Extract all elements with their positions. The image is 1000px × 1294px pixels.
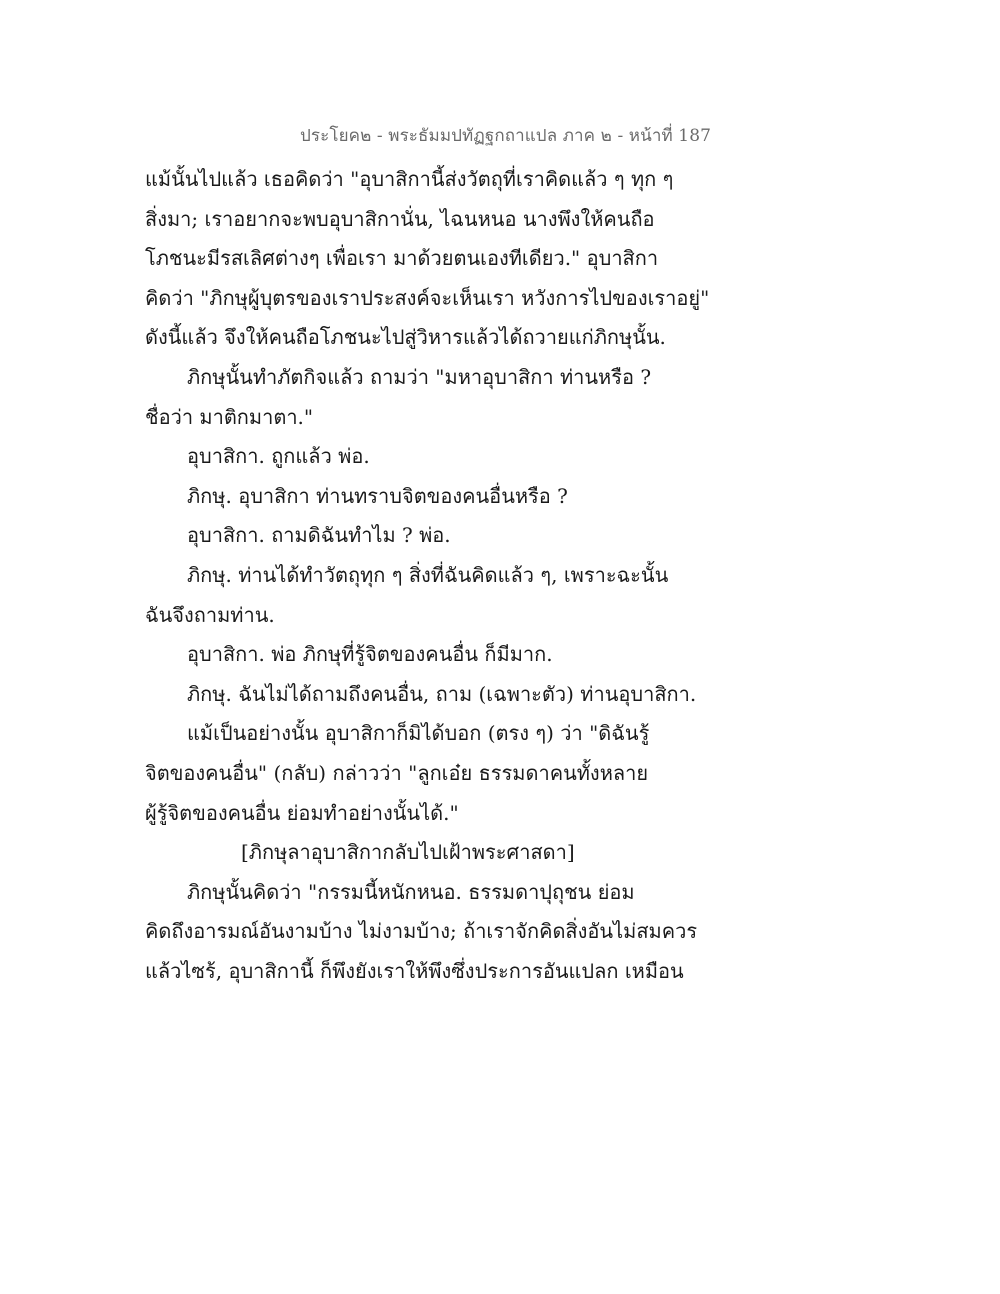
text-line: สิ่งมา; เราอยากจะพบอุบาสิกานั่น, ไฉนหนอ นางพึงให้คนถือ	[145, 206, 655, 231]
text-line: ฉันจึงถามท่าน.	[145, 602, 275, 627]
body-text	[145, 160, 710, 991]
paragraph-start-line: แม้เป็นอย่างนั้น อุบาสิกาก็มิได้บอก (ตรง ๆ) ว่า "ดิฉันรู้	[187, 721, 650, 746]
dialogue-line: อุบาสิกา. ถามดิฉันทำไม ? พ่อ.	[187, 523, 451, 548]
dialogue-line: อุบาสิกา. พ่อ ภิกษุที่รู้จิตของคนอื่น ก็มีมาก.	[187, 642, 553, 667]
text-line: แล้วไซร้, อุบาสิกานี้ ก็พึงยังเราให้พึงซึ่งประการอันแปลก เหมือน	[145, 958, 684, 983]
text-line: ชื่อว่า มาติกมาตา."	[145, 404, 314, 429]
paragraph-start-line: ภิกษุนั้นทำภัตกิจแล้ว ถามว่า "มหาอุบาสิกา ท่านหรือ ?	[187, 364, 652, 389]
text-line: โภชนะมีรสเลิศต่างๆ เพื่อเรา มาด้วยตนเองทีเดียว." อุบาสิกา	[145, 246, 659, 271]
running-header: ประโยค๒ - พระธัมมปทัฏฐกถาแปล ภาค ๒ - หน้าที่ 187	[300, 126, 712, 146]
dialogue-line: ภิกษุ. ท่านได้ทำวัตถุทุก ๆ สิ่งที่ฉันคิดแล้ว ๆ, เพราะฉะนั้น	[187, 562, 669, 587]
dialogue-line: ภิกษุ. ฉันไม่ได้ถามถึงคนอื่น, ถาม (เฉพาะตัว) ท่านอุบาสิกา.	[187, 681, 697, 706]
text-line: แม้นั้นไปแล้ว เธอคิดว่า "อุบาสิกานี้ส่งวัตถุที่เราคิดแล้ว ๆ ทุก ๆ	[145, 167, 674, 191]
text-line: ดังนี้แล้ว จึงให้คนถือโภชนะไปสู่วิหารแล้วได้ถวายแก่ภิกษุนั้น.	[145, 325, 666, 350]
dialogue-line: อุบาสิกา. ถูกแล้ว พ่อ.	[187, 444, 370, 469]
text-line: คิดถึงอารมณ์อันงามบ้าง ไม่งามบ้าง; ถ้าเราจักคิดสิ่งอันไม่สมควร	[145, 919, 698, 944]
text-line: คิดว่า "ภิกษุผู้บุตรของเราประสงค์จะเห็นเรา หวังการไปของเราอยู่"	[145, 285, 710, 310]
section-heading: [ภิกษุลาอุบาสิกากลับไปเฝ้าพระศาสดา]	[241, 840, 575, 865]
dialogue-line: ภิกษุ. อุบาสิกา ท่านทราบจิตของคนอื่นหรือ ?	[187, 483, 568, 508]
paragraph-start-line: ภิกษุนั้นคิดว่า "กรรมนี้หนักหนอ. ธรรมดาปุถุชน ย่อม	[187, 879, 635, 904]
text-line: จิตของคนอื่น" (กลับ) กล่าวว่า "ลูกเอ๋ย ธรรมดาคนทั้งหลาย	[145, 760, 649, 785]
text-line: ผู้รู้จิตของคนอื่น ย่อมทำอย่างนั้นได้."	[145, 800, 459, 825]
